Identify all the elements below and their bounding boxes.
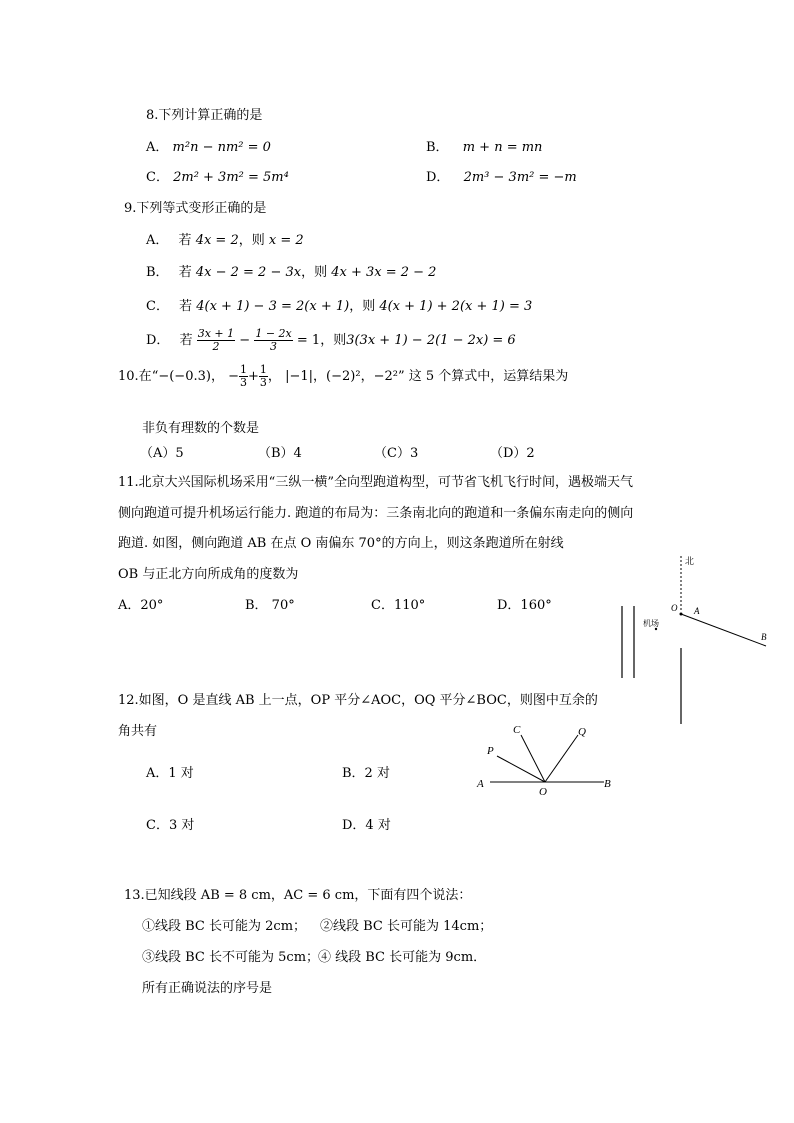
q8-option-d: D． 2m³ − 3m² = −m: [426, 170, 577, 185]
q13-statement-1: ①线段 BC 长可能为 2cm；: [142, 919, 307, 934]
q11-option-c: C．110°: [371, 598, 426, 613]
q12-option-b: B．2 对: [342, 766, 390, 781]
fraction: $\frac{3x + 1}{2}$: [197, 327, 235, 353]
q9-option-c: C． 若 4(x + 1) − 3 = 2(x + 1)，则 4(x + 1) + 2(x + 1) = 3: [146, 299, 533, 314]
label-b: B: [604, 778, 611, 790]
q8-option-c: C． 2m² + 3m² = 5m⁴: [146, 170, 289, 185]
q13-statement-2: ②线段 BC 长可能为 14cm；: [320, 919, 493, 934]
q9-option-d: D． 若 $\frac{3x + 1}{2}$ − $\frac{1 - 2x}{3}$ = 1，则3(3x + 1) − 2(1 − 2x) = 6: [146, 327, 516, 353]
q12-option-a: A．1 对: [146, 766, 194, 781]
q10-option-d: （D）2: [490, 446, 535, 461]
q13-line3: 所有正确说法的序号是: [142, 981, 273, 996]
q12-option-c: C．3 对: [146, 818, 195, 833]
q10-option-b: （B）4: [258, 446, 302, 461]
label-a: A: [477, 778, 484, 790]
fraction: $\frac{1}{3}$: [240, 363, 248, 389]
q11-option-b: B． 70°: [245, 598, 295, 613]
fraction: $\frac{1 - 2x}{3}$: [255, 327, 292, 353]
q8-option-a: A． m²n − nm² = 0: [146, 140, 271, 155]
q11-line3: 跑道. 如图，侧向跑道 AB 在点 O 南偏东 70°的方向上，则这条跑道所在射线: [118, 536, 564, 551]
q12-option-d: D．4 对: [342, 818, 391, 833]
label-o: O: [539, 786, 547, 798]
label-c: C: [513, 724, 521, 736]
q11-option-d: D．160°: [497, 598, 552, 613]
q12-line2: 角共有: [118, 724, 158, 739]
label-q: Q: [578, 726, 586, 738]
point-o: [680, 613, 683, 616]
q13-line1: 13.已知线段 AB = 8 cm，AC = 6 cm，下面有四个说法：: [124, 888, 472, 903]
label-b: B: [761, 632, 767, 642]
airport-label: 机场: [643, 619, 659, 628]
q13-statement-3: ③线段 BC 长不可能为 5cm；: [142, 950, 320, 965]
q11-line1: 11.北京大兴国际机场采用“三纵一横”全向型跑道构型，可节省飞机飞行时间，遇极端天气: [118, 475, 633, 490]
q9-option-a: A． 若 4x = 2，则 x = 2: [146, 233, 304, 248]
label-a: A: [694, 606, 700, 616]
north-label: 北: [685, 556, 695, 566]
ray-oq: [545, 735, 578, 782]
q11-line4: OB 与正北方向所成角的度数为: [118, 567, 299, 582]
q11-option-a: A．20°: [118, 598, 164, 613]
ray-op: [497, 756, 545, 782]
q10-line2: 非负有理数的个数是: [142, 421, 260, 436]
q10-option-c: （C）3: [374, 446, 419, 461]
q12-line1: 12.如图，O 是直线 AB 上一点，OP 平分∠AOC，OQ 平分∠BOC，则图中互余的: [118, 693, 598, 708]
q11-line2: 侧向跑道可提升机场运行能力. 跑道的布局为：三条南北向的跑道和一条偏东南走向的侧向: [118, 506, 634, 521]
label-o: O: [671, 603, 678, 613]
label-p: P: [487, 745, 494, 757]
q11-runway-figure: [600, 548, 790, 733]
q10-option-a: （A）5: [140, 446, 184, 461]
q13-statement-4: ④ 线段 BC 长可能为 9cm．: [318, 950, 487, 965]
q9-option-b: B． 若 4x − 2 = 2 − 3x，则 4x + 3x = 2 − 2: [146, 265, 437, 280]
side-runway-ab: [681, 614, 766, 646]
fraction: $\frac{1}{3}$: [259, 363, 267, 389]
q8-stem: 8.下列计算正确的是: [146, 108, 263, 123]
q12-angle-figure: [470, 718, 620, 800]
q8-option-b: B． m + n = mn: [426, 140, 543, 155]
q10-line1: 10.在“−(−0.3)， − $\frac{1}{3}$ + $\frac{1}{3}$ ， |−1|，(−2)²，−2²” 这 5 个算式中，运算结果为: [118, 363, 569, 389]
airport-dot: [655, 628, 657, 630]
q9-stem: 9.下列等式变形正确的是: [124, 201, 267, 216]
